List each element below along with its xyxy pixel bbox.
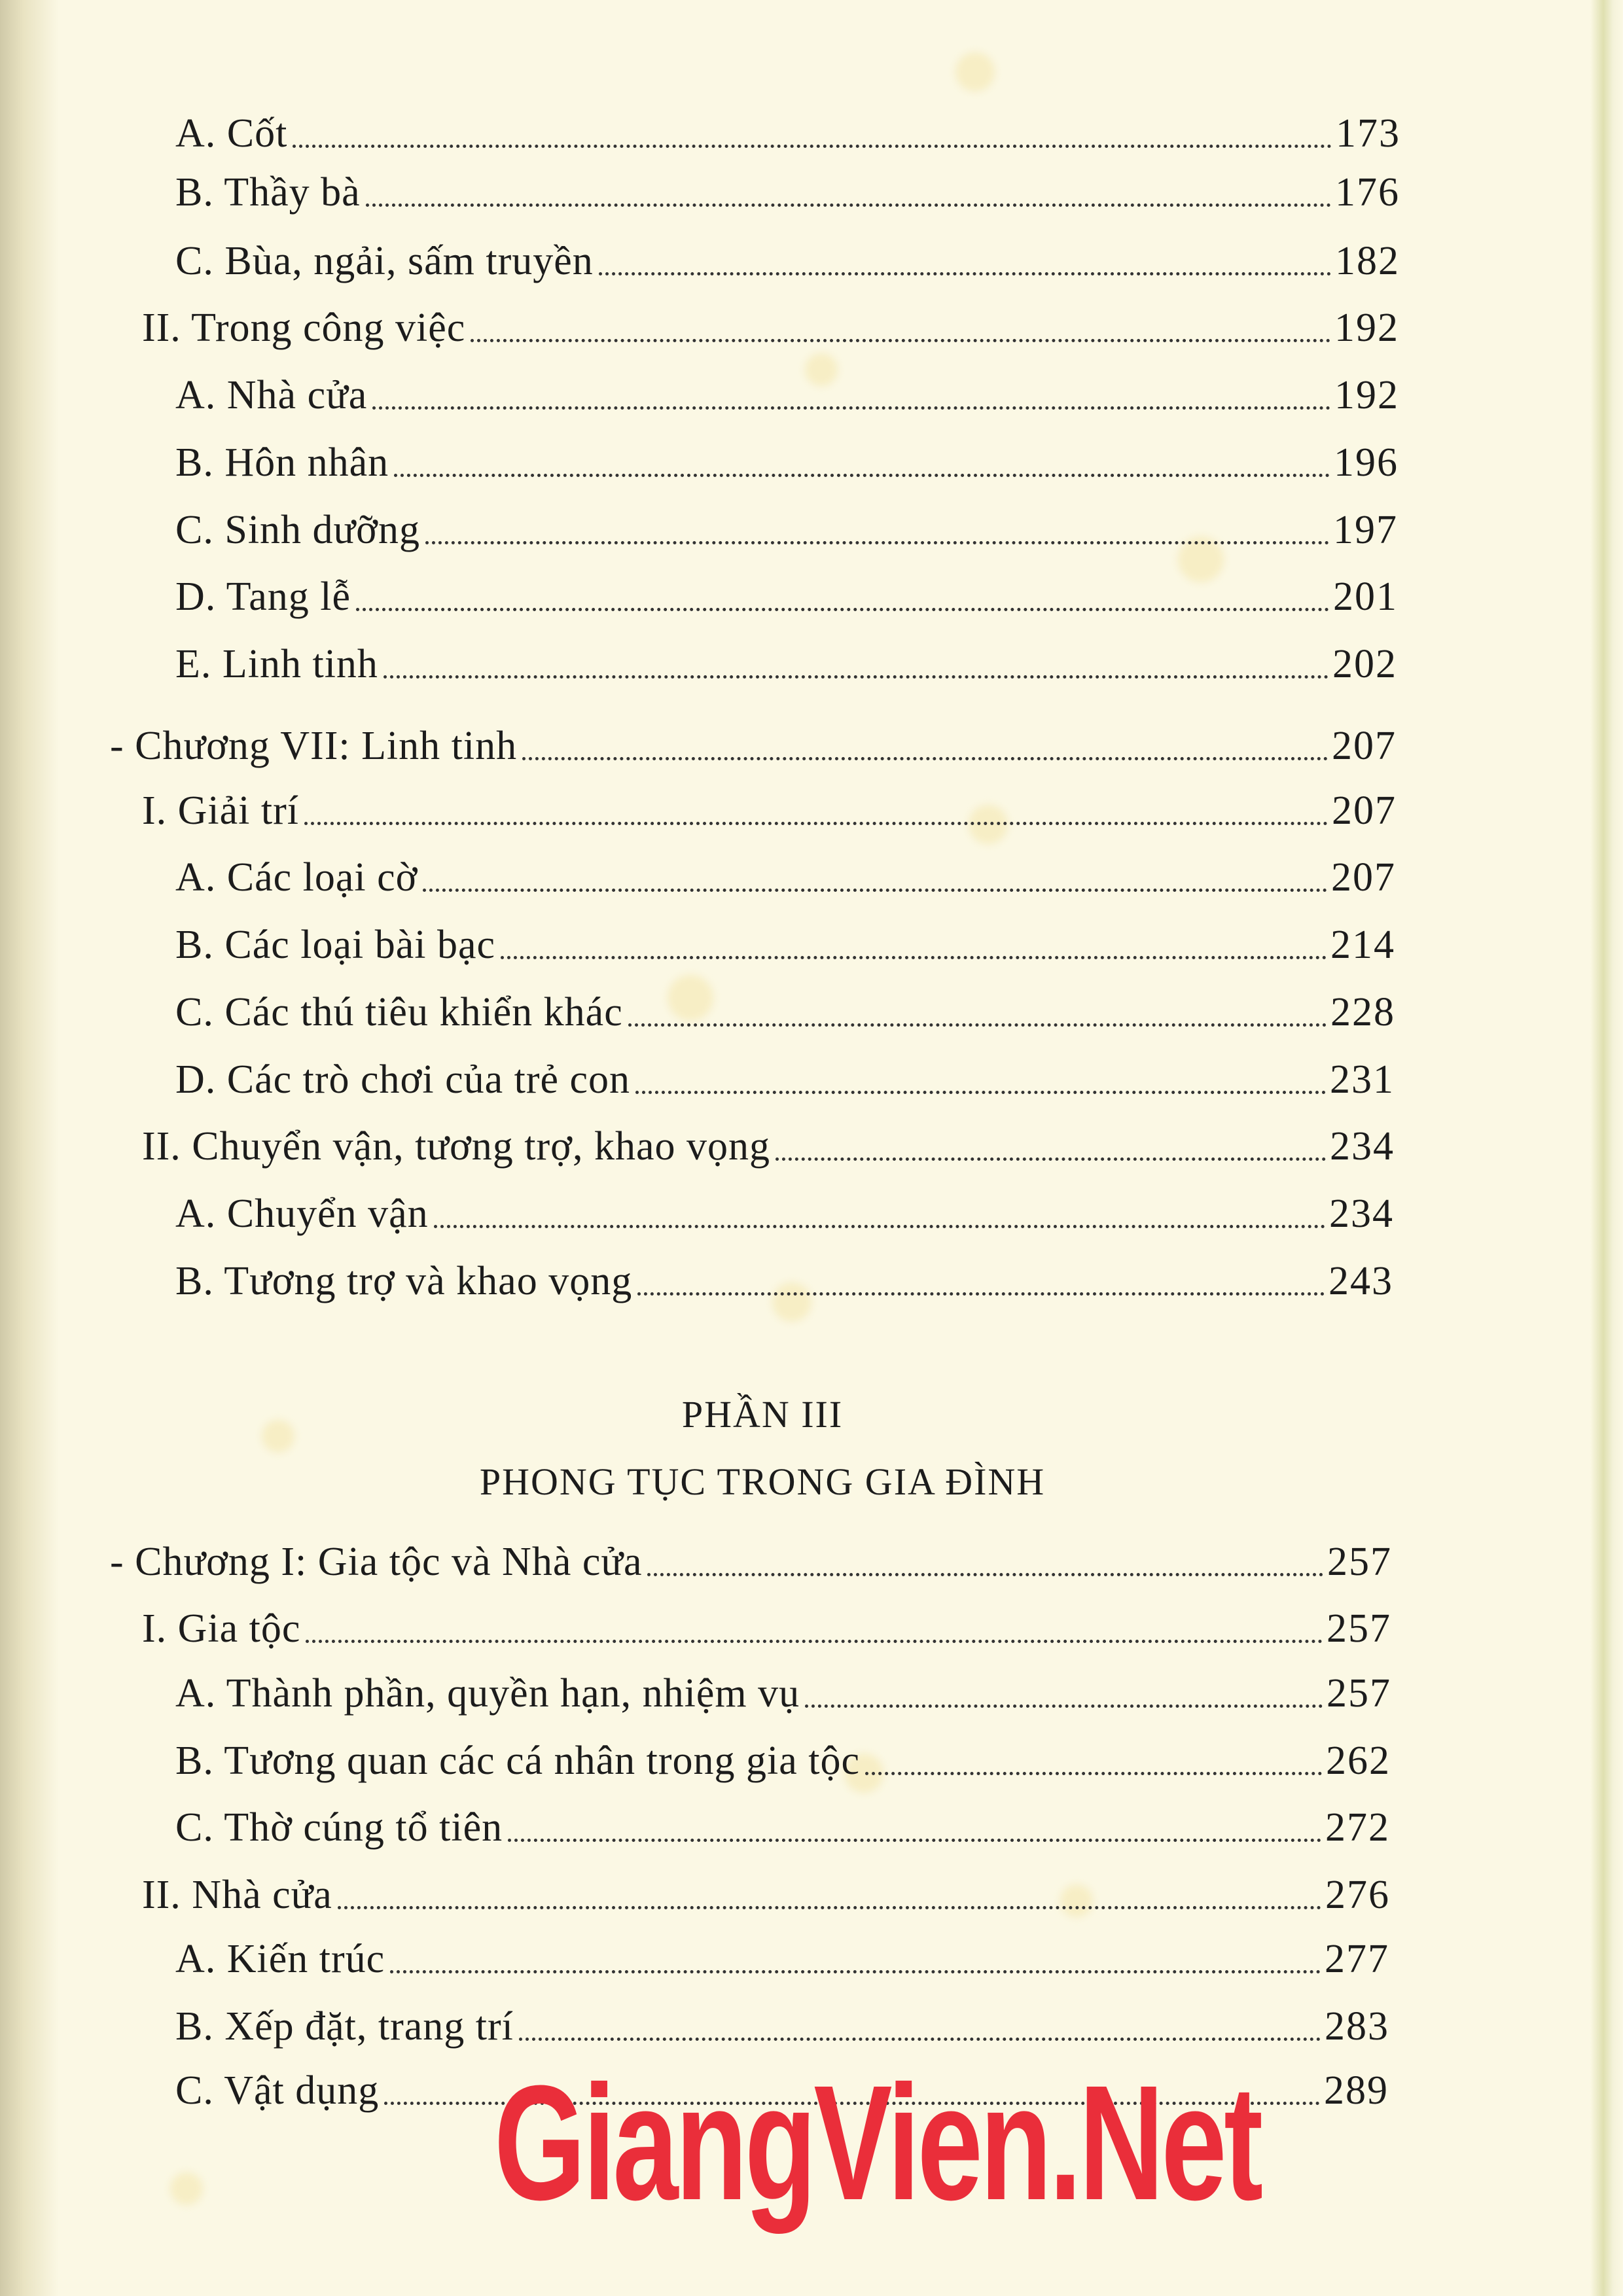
page-binding-edge — [0, 0, 59, 2296]
toc-entry-page: 228 — [1330, 990, 1395, 1034]
toc-entry-title: A. Kiến trúc — [175, 1937, 385, 1981]
toc-entry-page: 289 — [1324, 2068, 1389, 2113]
toc-entry — [175, 1735, 1391, 1787]
toc-entry-page: 173 — [1336, 111, 1400, 156]
dot-leader — [304, 822, 1328, 825]
toc-entry — [142, 302, 1399, 354]
paper-stain — [170, 2172, 203, 2205]
toc-entry-page: 277 — [1325, 1937, 1389, 1981]
toc-entry — [175, 369, 1399, 421]
dot-leader — [519, 2038, 1321, 2041]
toc-entry-title: II. Trong công việc — [142, 306, 466, 350]
dot-leader — [383, 675, 1329, 679]
toc-entry-page: 243 — [1329, 1259, 1393, 1303]
page-right-edge — [1590, 0, 1623, 2296]
dot-leader — [471, 339, 1330, 342]
toc-entry-title: C. Sinh dưỡng — [175, 508, 420, 552]
toc-entry-title: A. Cốt — [175, 111, 288, 156]
dot-leader — [647, 1573, 1323, 1576]
toc-entry-page: 176 — [1335, 170, 1400, 215]
dot-leader — [522, 757, 1328, 760]
toc-entry-title: B. Tương trợ và khao vọng — [175, 1259, 633, 1303]
dot-leader — [372, 406, 1330, 410]
toc-entry-title: B. Hôn nhân — [175, 440, 389, 485]
toc-entry-page: 207 — [1331, 855, 1396, 900]
toc-entry-title: I. Giải trí — [142, 788, 299, 833]
toc-entry — [175, 166, 1400, 219]
toc-entry — [175, 107, 1400, 160]
watermark-logo: GiangVien.Net — [494, 2051, 1260, 2234]
dot-leader — [394, 474, 1330, 477]
dot-leader — [508, 1839, 1321, 1842]
dot-leader — [635, 1091, 1326, 1094]
dot-leader — [306, 1640, 1323, 1643]
paper-stain — [955, 52, 995, 92]
dot-leader — [356, 608, 1329, 611]
toc-entry — [175, 436, 1399, 489]
dot-leader — [628, 1023, 1327, 1027]
toc-entry-page: 201 — [1333, 574, 1398, 619]
toc-entry — [110, 1536, 1392, 1588]
toc-entry — [175, 235, 1400, 287]
dot-leader — [637, 1292, 1325, 1296]
toc-entry — [175, 1667, 1391, 1720]
toc-entry — [142, 1869, 1390, 1921]
toc-entry-title: E. Linh tinh — [175, 642, 378, 686]
dot-leader — [805, 1704, 1323, 1708]
toc-entry-title: C. Các thú tiêu khiển khác — [175, 990, 623, 1034]
toc-entry-title: B. Xếp đặt, trang trí — [175, 2004, 514, 2049]
dot-leader — [390, 1970, 1321, 1973]
toc-entry-page: 257 — [1327, 1540, 1392, 1584]
toc-entry-page: 214 — [1330, 923, 1395, 967]
toc-entry — [175, 1255, 1393, 1307]
part-number: PHẦN III — [681, 1393, 844, 1436]
toc-entry — [175, 571, 1398, 623]
toc-entry — [175, 986, 1395, 1038]
toc-entry-page: 192 — [1334, 306, 1399, 350]
toc-entry — [175, 919, 1395, 971]
dot-leader — [434, 1225, 1325, 1228]
toc-entry-page: 283 — [1325, 2004, 1389, 2049]
toc-entry-page: 234 — [1329, 1192, 1394, 1236]
toc-entry-title: II. Nhà cửa — [142, 1873, 332, 1917]
toc-entry-page: 257 — [1327, 1606, 1391, 1651]
dot-leader — [338, 1906, 1321, 1909]
toc-entry-title: B. Các loại bài bạc — [175, 923, 495, 967]
toc-entry-title: C. Bùa, ngải, sấm truyền — [175, 239, 594, 283]
toc-entry-page: 182 — [1335, 239, 1400, 283]
dot-leader — [501, 956, 1327, 959]
dot-leader — [425, 541, 1329, 544]
toc-entry — [175, 1053, 1395, 1106]
toc-entry — [175, 504, 1398, 556]
toc-entry — [175, 1801, 1390, 1854]
toc-entry-title: A. Chuyển vận — [175, 1192, 429, 1236]
toc-entry-page: 276 — [1325, 1873, 1390, 1917]
toc-entry-page: 202 — [1332, 642, 1397, 686]
toc-entry — [175, 2000, 1389, 2053]
dot-leader — [599, 272, 1331, 275]
toc-entry-page: 192 — [1334, 373, 1399, 417]
toc-entry-title: A. Nhà cửa — [175, 373, 368, 417]
dot-leader — [865, 1772, 1322, 1775]
toc-entry-title: D. Các trò chơi của trẻ con — [175, 1057, 631, 1102]
toc-entry — [175, 851, 1396, 904]
toc-entry-title: D. Tang lễ — [175, 574, 351, 619]
part-title: PHONG TỤC TRONG GIA ĐÌNH — [479, 1460, 1046, 1503]
toc-entry-page: 234 — [1330, 1124, 1395, 1169]
toc-entry-title: I. Gia tộc — [142, 1606, 301, 1651]
toc-entry — [142, 1602, 1391, 1655]
toc-entry-page: 207 — [1332, 724, 1397, 768]
toc-entry-title: B. Tương quan các cá nhân trong gia tộc — [175, 1739, 860, 1783]
toc-entry — [142, 1120, 1395, 1173]
toc-entry-title: II. Chuyển vận, tương trợ, khao vọng — [142, 1124, 770, 1169]
toc-entry-title: A. Các loại cờ — [175, 855, 418, 900]
dot-leader — [423, 889, 1327, 892]
toc-entry-page: 197 — [1333, 508, 1398, 552]
toc-entry — [175, 1933, 1389, 1985]
toc-entry — [142, 785, 1397, 837]
toc-entry-title: C. Vật dụng — [175, 2068, 380, 2113]
toc-entry-title: - Chương VII: Linh tinh — [110, 724, 518, 768]
toc-entry-title: - Chương I: Gia tộc và Nhà cửa — [110, 1540, 643, 1584]
toc-entry-page: 207 — [1332, 788, 1397, 833]
dot-leader — [366, 203, 1331, 207]
dot-leader — [293, 145, 1332, 148]
toc-entry-page: 262 — [1326, 1739, 1391, 1783]
toc-entry-page: 231 — [1330, 1057, 1395, 1102]
toc-entry-page: 196 — [1334, 440, 1399, 485]
toc-entry-title: C. Thờ cúng tổ tiên — [175, 1805, 503, 1850]
dot-leader — [776, 1157, 1326, 1161]
toc-entry — [175, 638, 1397, 690]
toc-entry-page: 257 — [1327, 1671, 1391, 1716]
toc-entry — [175, 1188, 1394, 1240]
toc-entry-title: A. Thành phần, quyền hạn, nhiệm vụ — [175, 1671, 800, 1716]
toc-entry — [110, 720, 1397, 772]
toc-entry-title: B. Thầy bà — [175, 170, 361, 215]
toc-entry-page: 272 — [1325, 1805, 1390, 1850]
